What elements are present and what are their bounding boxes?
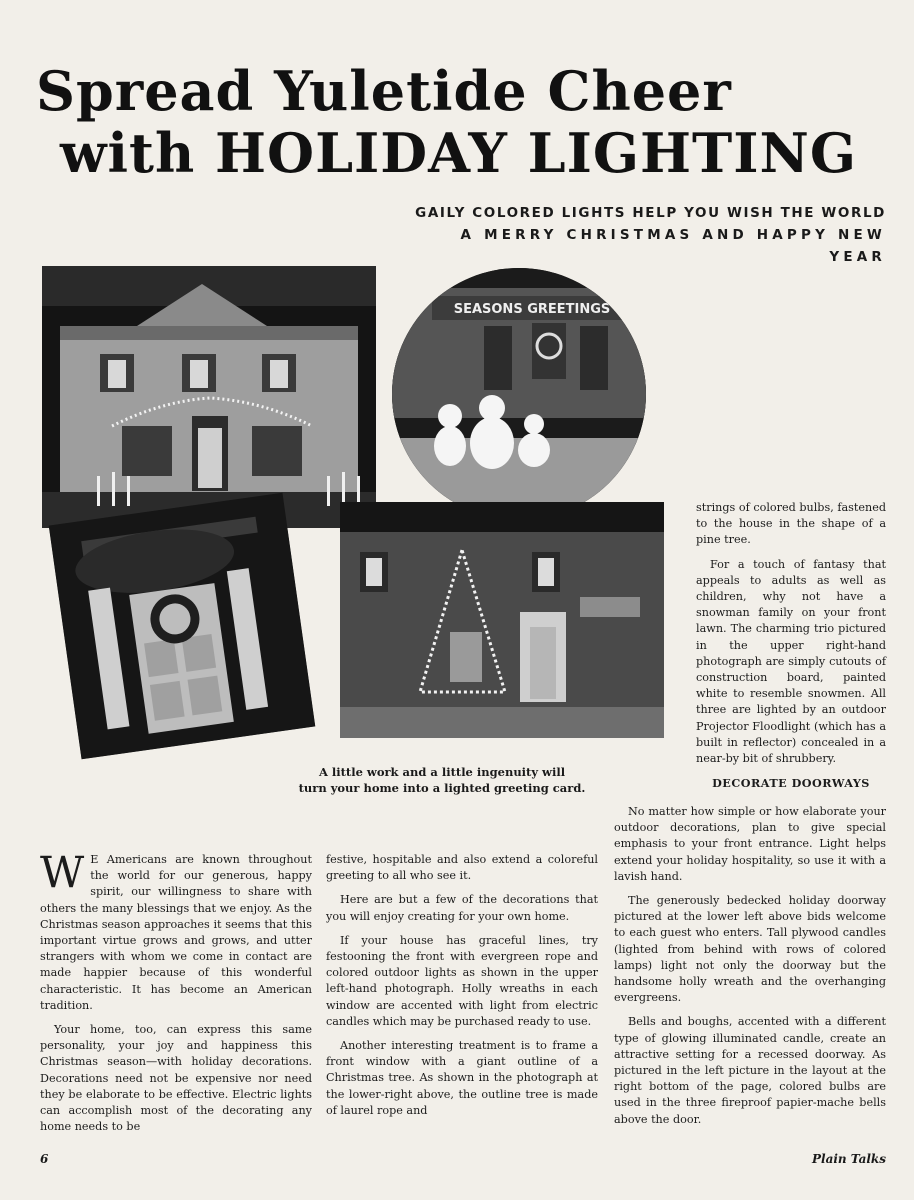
right-paragraph-4: The generously bedecked holiday doorway pictured at the lower left above bids welcome to each guest who enters. Tall plywood candles (lighted from behind with rows of colored lamps) light not only the doorway but the handsome holly wreath and the overhanging evergreens. — [614, 894, 886, 1005]
photo-outline-tree-house — [340, 502, 664, 738]
magazine-name: Plain Talks — [811, 1152, 886, 1166]
seasons-greetings-sign: SEASONS GREETINGS — [453, 302, 611, 317]
left-paragraph-1: E Americans are known throughout the world for our generous, happy spirit, our willingness to share with others the many blessings that we enjoy. As the Christmas season approaches it seems that this important virtue grows and grows, and utter strangers with whom we come in contact are made happier because of this wonderful characteristic. It has become an American tradition. — [40, 853, 312, 1012]
article-title — [36, 59, 896, 185]
article-subtitle — [400, 202, 886, 268]
section-heading-doorways: DECORATE DOORWAYS — [712, 776, 870, 791]
photo-wreath-doorway — [49, 493, 316, 760]
caption-line-2: turn your home into a lighted greeting card. — [298, 781, 586, 795]
subtitle-line-1: GAILY COLORED LIGHTS HELP YOU WISH THE WORLD — [415, 205, 886, 221]
drop-cap: W — [40, 848, 85, 898]
right-paragraph-2: For a touch of fantasy that appeals to adults as well as children, why not have a snowman family on your front lawn. The charming trio pictured in the upper right-hand photograph are simply cutouts of construction board, painted white to resemble snowmen. All three are lighted by an outdoor Projector Floodlight (which has a built in reflector) concealed in a near-by bit of shrubbery. — [696, 557, 886, 766]
right-column-lower — [614, 804, 886, 1136]
photo-caption — [286, 764, 598, 796]
middle-column — [326, 852, 598, 1127]
middle-paragraph-3: If your house has graceful lines, try festooning the front with evergreen rope and colored outdoor lights as shown in the upper left-hand photograph. Holly wreaths in each window are accented with light from electric candles which may be purchased ready to use. — [326, 933, 598, 1028]
title-line-2: with HOLIDAY LIGHTING — [60, 121, 857, 185]
middle-paragraph-2: Here are but a few of the decorations that you will enjoy creating for your own home. — [326, 893, 598, 923]
photo-snowman-family — [392, 268, 646, 520]
left-paragraph-2: Your home, too, can express this same personality, your joy and happiness this Christmas season—with holiday decorations. Decorations need not be expensive nor need they be elaborate to be effective. Electric lights can accomplish most of the decorating any home needs to be — [40, 1023, 312, 1134]
subtitle-line-2: A MERRY CHRISTMAS AND HAPPY NEW YEAR — [460, 227, 886, 265]
caption-line-1: A little work and a little ingenuity will — [318, 765, 566, 779]
title-line-1: Spread Yuletide Cheer — [36, 59, 732, 123]
right-paragraph-5: Bells and boughs, accented with a different type of glowing illuminated candle, create an attractive setting for a recessed doorway. As pictured in the left picture in the layout at the right bottom of the page, colored bulbs are used in the three fireproof papier-mache bells above the door. — [614, 1015, 886, 1126]
middle-paragraph-4: Another interesting treatment is to frame a front window with a giant outline of a Christmas tree. As shown in the photograph at the lower-right above, the outline tree is made of laurel rope and — [326, 1039, 598, 1117]
right-paragraph-1: strings of colored bulbs, fastened to the house in the shape of a pine tree. — [696, 501, 886, 547]
right-column-upper — [696, 500, 886, 795]
page-number: 6 — [40, 1152, 49, 1166]
photo-festooned-house — [42, 266, 376, 528]
left-column — [40, 848, 312, 1143]
middle-paragraph-1: festive, hospitable and also extend a coloreful greeting to all who see it. — [326, 853, 598, 883]
right-paragraph-3: No matter how simple or how elaborate your outdoor decorations, plan to give special emphasis to your front entrance. Light helps extend your holiday hospitality, so use it with a lavish hand. — [614, 805, 886, 883]
